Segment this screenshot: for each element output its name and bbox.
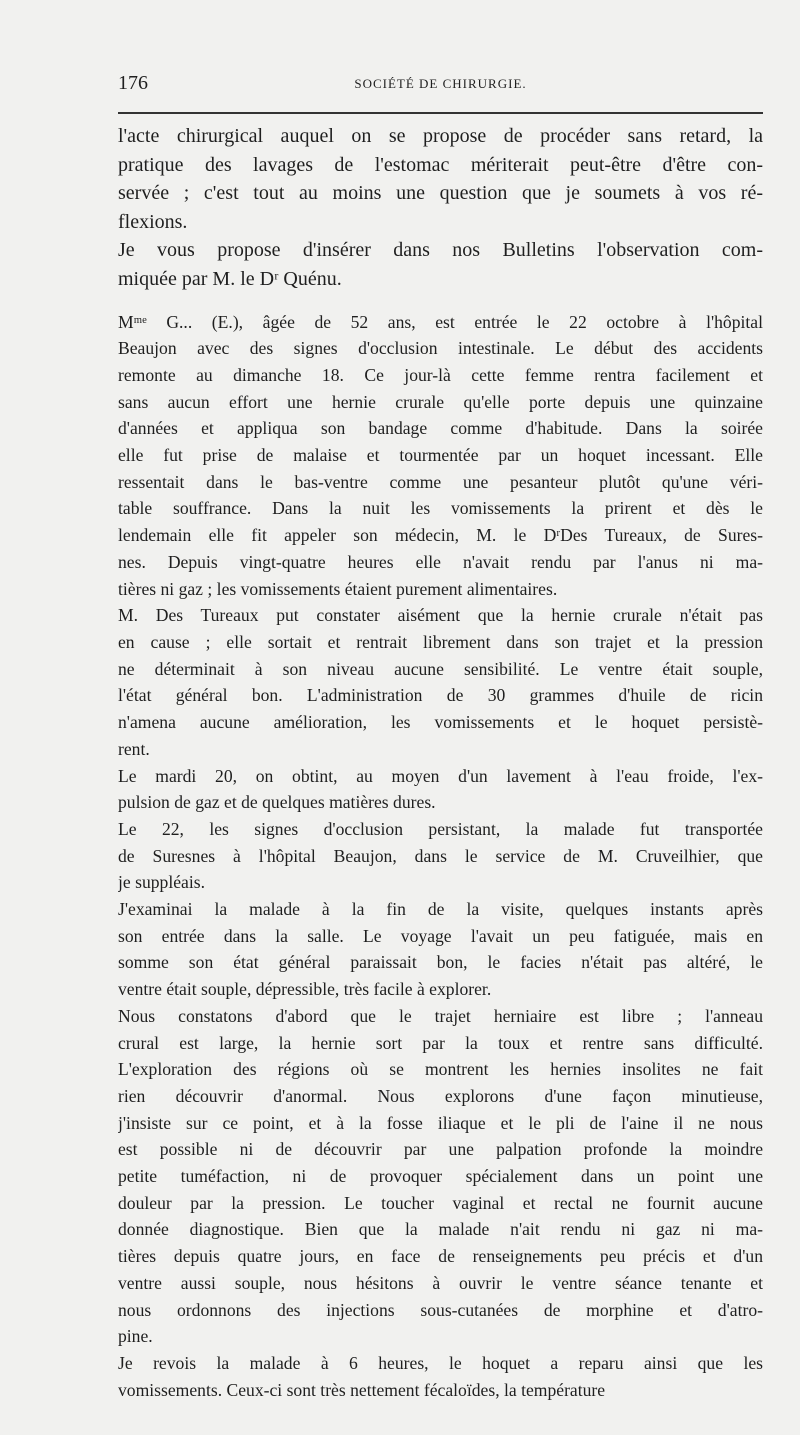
text-line: pulsion de gaz et de quelques matières dures. xyxy=(118,792,436,813)
text-line: J'examinai la malade à la fin de la visite, quelques instants après xyxy=(118,899,763,920)
text-line: ne déterminait à son niveau aucune sensibilité. Le ventre était souple, xyxy=(118,658,763,679)
text-line: tières depuis quatre jours, en face de renseignements peu précis et d'un xyxy=(118,1246,763,1267)
text-line: n'amena aucune amélioration, les vomissements et le hoquet persistè- xyxy=(118,712,763,733)
text-line: somme son état général paraissait bon, le facies n'était pas altéré, le xyxy=(118,952,763,973)
page-number: 176 xyxy=(118,72,148,94)
text-line: Beaujon avec des signes d'occlusion intestinale. Le début des accidents xyxy=(118,338,763,359)
text-line: sans aucun effort une hernie crurale qu'elle porte depuis une quinzaine xyxy=(118,391,763,412)
header-rule xyxy=(118,112,763,114)
text-line: ventre était souple, dépressible, très facile à explorer. xyxy=(118,979,492,1000)
text-line: pine. xyxy=(118,1326,153,1347)
text-line: M. Des Tureaux put constater aisément que la hernie crurale n'était pas xyxy=(118,605,763,626)
text-line: remonte au dimanche 18. Ce jour-là cette femme rentra facilement et xyxy=(118,364,763,385)
page-body xyxy=(118,122,763,1403)
text-line: Je revois la malade à 6 heures, le hoquet a reparu ainsi que les xyxy=(118,1352,763,1373)
intro-section xyxy=(118,122,763,294)
text-line: elle fut prise de malaise et tourmentée par un hoquet incessant. Elle xyxy=(118,445,763,466)
text-line: servée ; c'est tout au moins une question que je soumets à vos ré- xyxy=(118,182,763,205)
text-line: nes. Depuis vingt-quatre heures elle n'avait rendu par l'anus ni ma- xyxy=(118,551,763,572)
text-line: table souffrance. Dans la nuit les vomissements la prirent et dès le xyxy=(118,498,763,519)
text-line: l'acte chirurgical auquel on se propose de procéder sans retard, la xyxy=(118,125,763,147)
text-line: Mᵐᵉ G... (E.), âgée de 52 ans, est entrée le 22 octobre à l'hôpital xyxy=(118,311,763,332)
text-line: petite tuméfaction, ni de provoquer spécialement dans un point une xyxy=(118,1166,763,1187)
text-line: ventre aussi souple, nous hésitons à ouvrir le ventre séance tenante et xyxy=(118,1272,763,1293)
text-line: pratique des lavages de l'estomac mériterait peut-être d'être con- xyxy=(118,153,763,176)
text-line: douleur par la pression. Le toucher vaginal et rectal ne fournit aucune xyxy=(118,1192,763,1213)
text-line: Le mardi 20, on obtint, au moyen d'un lavement à l'eau froide, l'ex- xyxy=(118,765,763,786)
text-line: rent. xyxy=(118,738,150,759)
text-line: lendemain elle fit appeler son médecin, M. le DʳDes Tureaux, de Sures- xyxy=(118,525,763,546)
text-line: crural est large, la hernie sort par la toux et rentre sans difficulté. xyxy=(118,1032,763,1053)
text-line: flexions. xyxy=(118,210,188,233)
text-line: j'insiste sur ce point, et à la fosse iliaque et le pli de l'aine il ne nous xyxy=(118,1112,763,1133)
text-line: Je vous propose d'insérer dans nos Bulletins l'observation com- xyxy=(118,239,763,262)
text-line: L'exploration des régions où se montrent les hernies insolites ne fait xyxy=(118,1059,763,1080)
text-line: vomissements. Ceux-ci sont très nettement fécaloïdes, la température xyxy=(118,1379,606,1400)
text-line: je suppléais. xyxy=(118,872,205,893)
text-line: rien découvrir d'anormal. Nous explorons d'une façon minutieuse, xyxy=(118,1085,763,1106)
text-line: l'état général bon. L'administration de 30 grammes d'huile de ricin xyxy=(118,685,763,706)
page-header xyxy=(118,72,763,96)
text-line: donnée diagnostique. Bien que la malade n'ait rendu ni gaz ni ma- xyxy=(118,1219,763,1240)
text-line: tières ni gaz ; les vomissements étaient purement alimentaires. xyxy=(118,578,558,599)
observation-section xyxy=(118,309,763,1404)
running-title: SOCIÉTÉ DE CHIRURGIE. xyxy=(354,76,527,91)
text-line: Nous constatons d'abord que le trajet herniaire est libre ; l'anneau xyxy=(118,1005,763,1026)
text-line: ressentait dans le bas-ventre comme une pesanteur plutôt qu'une véri- xyxy=(118,471,763,492)
text-line: Le 22, les signes d'occlusion persistant, la malade fut transportée xyxy=(118,818,763,839)
text-line: d'années et appliqua son bandage comme d'habitude. Dans la soirée xyxy=(118,418,763,439)
text-line: son entrée dans la salle. Le voyage l'avait un peu fatiguée, mais en xyxy=(118,925,763,946)
text-line: nous ordonnons des injections sous-cutanées de morphine et d'atro- xyxy=(118,1299,763,1320)
text-line: est possible ni de découvrir par une palpation profonde la moindre xyxy=(118,1139,763,1160)
text-line: en cause ; elle sortait et rentrait librement dans son trajet et la pression xyxy=(118,632,763,652)
text-line: miquée par M. le Dʳ Quénu. xyxy=(118,267,342,290)
text-line: de Suresnes à l'hôpital Beaujon, dans le service de M. Cruveilhier, que xyxy=(118,845,763,866)
